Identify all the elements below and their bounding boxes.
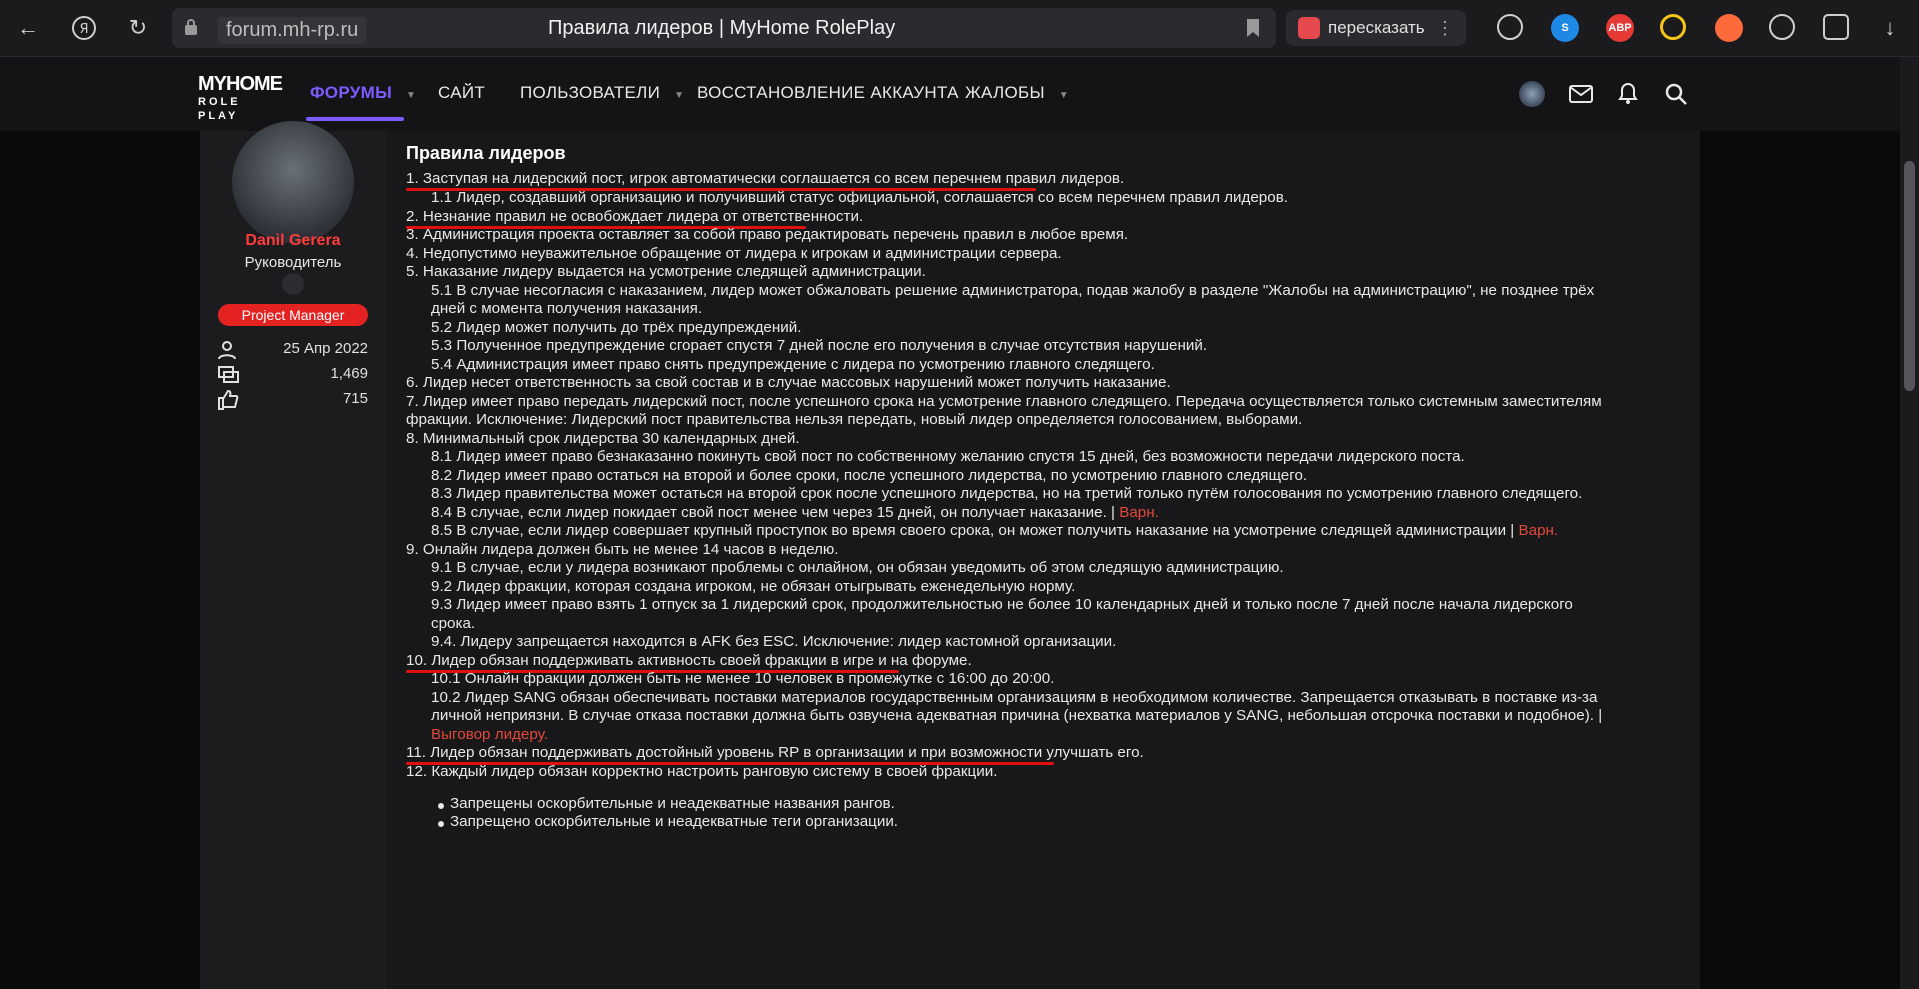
yandex-icon[interactable] xyxy=(66,10,102,46)
chevron-down-icon[interactable]: ▼ xyxy=(674,90,685,101)
active-nav-underline xyxy=(306,117,404,121)
nav-complaints[interactable]: ЖАЛОБЫ ▼ xyxy=(965,83,1069,102)
rule-line: 10.2 Лидер SANG обязан обеспечивать поставки материалов государственным организациям в необходимом количестве. Запрещается отказывать в поставке из-за xyxy=(431,689,1598,706)
browser-toolbar xyxy=(0,0,1919,57)
bullet-icon xyxy=(438,803,444,809)
retell-label: пересказать xyxy=(1328,18,1425,37)
page-background-right xyxy=(1700,131,1900,989)
mail-icon[interactable] xyxy=(1568,81,1594,107)
username[interactable]: Danil Gerera xyxy=(245,232,341,249)
thumbs-up-icon xyxy=(218,390,240,410)
nav-account-recovery[interactable]: ВОССТАНОВЛЕНИЕ АККАУНТА xyxy=(697,83,959,102)
rule-line: 9.2 Лидер фракции, которая создана игроком, не обязан отыгрывать еженедельную норму. xyxy=(431,578,1076,595)
forum-post xyxy=(200,131,1700,989)
joined-stat xyxy=(218,340,368,360)
rule-line: личной неприязни. В случае отказа поставки должна быть озвучена адекватная причина (нехватка материалов у SANG, небольшая отсрочка поставки и подобное). | xyxy=(431,707,1603,724)
rule-line: 8.4 В случае, если лидер покидает свой пост менее чем через 15 дней, он получает наказание. | Варн. xyxy=(431,504,1159,521)
rule-line: 8.2 Лидер имеет право остаться на второй и более сроки, после успешного лидерства, по усмотрению главного следящего. xyxy=(431,467,1308,484)
rule-line: 11. Лидер обязан поддерживать достойный уровень RP в организации и при возможности улучшать его. xyxy=(406,744,1144,761)
rule-line: 8.3 Лидер правительства может остаться на второй срок после успешного лидерства, но на третий только путём голосования по усмотрению главного следящего. xyxy=(431,485,1583,502)
messages-count: 1,469 xyxy=(330,365,368,382)
user-badge-icon xyxy=(282,273,304,295)
joined-date: 25 Апр 2022 xyxy=(283,340,368,357)
messages-icon xyxy=(218,365,240,385)
rule-line: 9.3 Лидер имеет право взять 1 отпуск за 1 лидерский срок, продолжительностью не более 10 календарных дней и только после 7 дней после начала лидерского xyxy=(431,596,1573,613)
bookmark-icon[interactable] xyxy=(1246,18,1260,38)
rule-line: 9.4. Лидеру запрещается находится в AFK без ESC. Исключение: лидер кастомной организации. xyxy=(431,633,1117,650)
page-title: Правила лидеров | MyHome RolePlay xyxy=(548,17,896,39)
page-background-left xyxy=(0,131,200,989)
user-icon xyxy=(218,340,240,360)
back-icon[interactable]: ← xyxy=(17,15,39,40)
more-icon[interactable]: ⋮ xyxy=(1436,17,1454,38)
rule-line: 5. Наказание лидеру выдается на усмотрение следящей администрации. xyxy=(406,263,926,280)
reactions-stat xyxy=(218,390,368,410)
scrollbar[interactable] xyxy=(1900,57,1919,989)
retell-button[interactable] xyxy=(1286,10,1466,46)
nav-users[interactable]: ПОЛЬЗОВАТЕЛИ ▼ xyxy=(520,83,685,102)
rule-line: 5.4 Администрация имеет право снять предупреждение с лидера по усмотрению главного следящего. xyxy=(431,356,1155,373)
url-domain: forum.mh-rp.ru xyxy=(218,17,366,44)
rule-line: 1.1 Лидер, создавший организацию и получивший статус официальной, соглашается со всем перечнем правил лидеров. xyxy=(431,189,1288,206)
extensions-puzzle-icon[interactable] xyxy=(1823,14,1849,40)
rule-line: 1. Заступая на лидерский пост, игрок автоматически соглашается со всем перечнем правил лидеров. xyxy=(406,170,1125,187)
nav-site[interactable]: САЙТ xyxy=(438,83,486,102)
extension-ring-icon[interactable] xyxy=(1660,14,1686,40)
warn-link[interactable]: Варн. xyxy=(1119,504,1159,521)
rule-line: 5.3 Полученное предупреждение сгорает спустя 7 дней после его получения в случае отсутствия нарушений. xyxy=(431,337,1208,354)
post-heading: Правила лидеров xyxy=(406,143,566,163)
rule-line: 5.1 В случае несогласия с наказанием, лидер может обжаловать решение администратора, подав жалобу в разделе "Жалобы на администрацию", не позднее трёх xyxy=(431,282,1595,299)
rule-line: 9. Онлайн лидера должен быть не менее 14 часов в неделю. xyxy=(406,541,839,558)
chevron-down-icon[interactable]: ▼ xyxy=(406,90,417,101)
avatar[interactable] xyxy=(232,121,354,243)
search-icon[interactable] xyxy=(1663,81,1689,107)
rule-line: срока. xyxy=(431,615,476,632)
adblock-icon[interactable]: ABP xyxy=(1606,14,1634,42)
rule-line: 10.1 Онлайн фракции должен быть не менее 10 человек в промежутке с 16:00 до 20:00. xyxy=(431,670,1055,687)
lock-icon xyxy=(184,18,198,36)
user-info-pane xyxy=(200,131,386,989)
nav-forums[interactable]: ФОРУМЫ ▼ xyxy=(310,83,417,102)
rule-line: 10. Лидер обязан поддерживать активность своей фракции в игре и на форуме. xyxy=(406,652,972,669)
forum-header xyxy=(0,57,1919,131)
extension-flame-icon[interactable] xyxy=(1715,14,1743,42)
rule-line: 7. Лидер имеет право передать лидерский пост, после успешного срока на усмотрение главного следящего. Передача осуществляется только системным заместителям xyxy=(406,393,1602,410)
reload-icon[interactable]: ↻ xyxy=(128,15,148,40)
reprimand-link[interactable]: Выговор лидеру. xyxy=(431,726,548,743)
list-item: Запрещены оскорбительные и неадекватные названия рангов. xyxy=(450,795,895,812)
user-avatar-icon[interactable] xyxy=(1519,81,1545,107)
user-role: Руководитель xyxy=(244,254,342,271)
rule-line: 4. Недопустимо неуважительное обращение от лидера к игрокам и администрации сервера. xyxy=(406,245,1062,262)
rule-line: 5.2 Лидер может получить до трёх предупреждений. xyxy=(431,319,802,336)
svg-text:Я: Я xyxy=(79,22,89,37)
rule-line: 12. Каждый лидер обязан корректно настроить ранговую систему в своей фракции. xyxy=(406,763,998,780)
list-item: Запрещено оскорбительные и неадекватные теги организации. xyxy=(450,813,899,830)
rule-line: 8.5 В случае, если лидер совершает крупный проступок во время своего срока, он может получить наказание на усмотрение следящей администрации | Варн. xyxy=(431,522,1559,539)
extension-bulb-icon[interactable] xyxy=(1497,14,1523,40)
rule-line: 8. Минимальный срок лидерства 30 календарных дней. xyxy=(406,430,800,447)
shazam-icon[interactable]: S xyxy=(1551,14,1579,42)
reactions-count: 715 xyxy=(342,390,368,407)
rule-line: 9.1 В случае, если у лидера возникают проблемы с онлайном, он обязан уведомить об этом следящую администрацию. xyxy=(431,559,1284,576)
site-logo[interactable]: MYHOME ROLE PLAY xyxy=(198,73,282,122)
address-bar[interactable] xyxy=(172,8,1276,48)
chevron-down-icon[interactable]: ▼ xyxy=(1058,90,1069,101)
extension-play-icon[interactable] xyxy=(1769,14,1795,40)
retell-icon xyxy=(1298,17,1320,39)
bell-icon[interactable] xyxy=(1615,81,1641,107)
warn-link[interactable]: Варн. xyxy=(1518,522,1559,539)
status-badge: Project Manager xyxy=(218,304,368,326)
rule-line: 6. Лидер несет ответственность за свой состав и в случае массовых нарушений может получить наказание. xyxy=(406,374,1171,391)
rule-line: фракции. Исключение: Лидерский пост правительства нельзя передать, новый лидер определяется голосованием, выборами. xyxy=(406,411,1303,428)
rule-line: 8.1 Лидер имеет право безнаказанно покинуть свой пост по собственному желанию спустя 15 дней, без возможности передачи лидерского поста. xyxy=(431,448,1465,465)
rule-line: 3. Администрация проекта оставляет за собой право редактировать перечень правил в любое время. xyxy=(406,226,1129,243)
rule-line: дней с момента получения наказания. xyxy=(431,300,703,317)
messages-stat xyxy=(218,365,368,385)
bullet-icon xyxy=(438,821,444,827)
scrollbar-thumb[interactable] xyxy=(1904,161,1915,391)
download-icon[interactable]: ↓ xyxy=(1884,15,1896,40)
rule-line: 2. Незнание правил не освобождает лидера от ответственности. xyxy=(406,208,864,225)
